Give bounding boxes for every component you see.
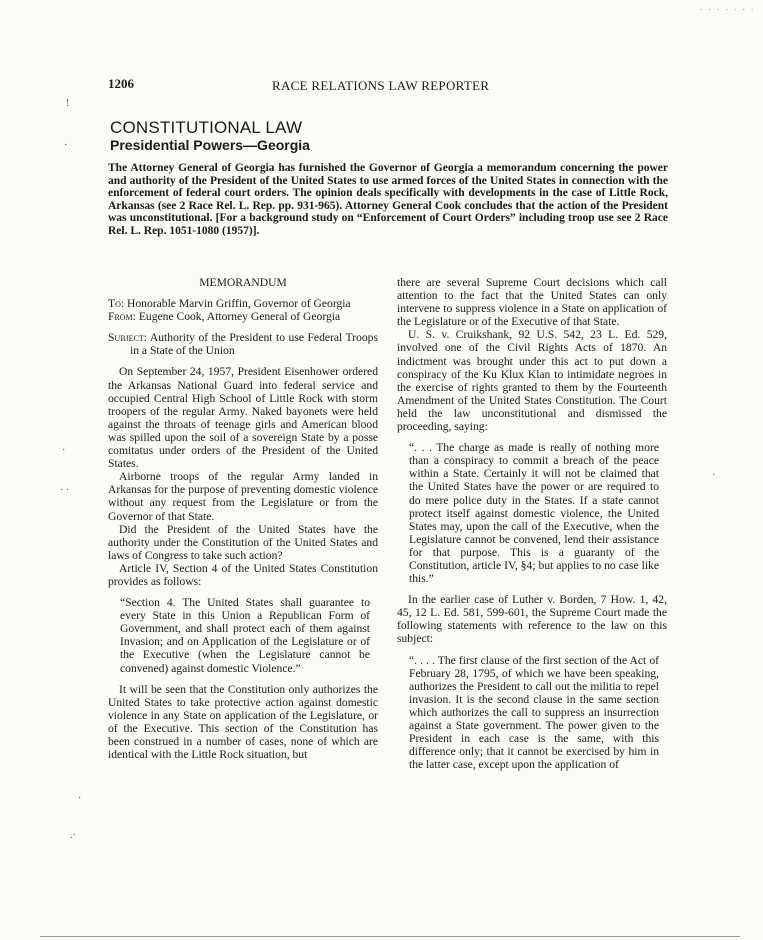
block-quote: “Section 4. The United States shall guarantee to every State in this Union a Republican Form of Government, and shall protect each of them against Invasion; and on Application of the Legislature or of the Executive (when the Legislature cannot be convened) against domestic Violence.” (120, 596, 370, 675)
page-number: 1206 (108, 76, 134, 91)
right-column (397, 276, 667, 771)
bottom-rule (40, 936, 740, 937)
memo-to-value: Honorable Marvin Griffin, Governor of Georgia (127, 297, 351, 311)
memo-subject-value: Authority of the President to use Federal Troops in a State of the Union (130, 331, 378, 358)
headnote: The Attorney General of Georgia has furnished the Governor of Georgia a memorandum concerning the power and authority of the President of the United States to use armed forces of the United States in connection with the enforcement of federal court orders. The opinion deals specifically with developments in the case of Little Rock, Arkansas (see 2 Race Rel. L. Rep. pp. 931-965). Attorney General Cook concludes that the action of the President was unconstitutional. [For a background study on “Enforcement of Court Orders” including troop use see 2 Race Rel. L. Rep. 1051-1080 (1957)]. (108, 162, 668, 237)
left-column (108, 276, 378, 761)
running-title: RACE RELATIONS LAW REPORTER (272, 78, 490, 93)
body-paragraph: U. S. v. Cruikshank, 92 U.S. 542, 23 L. Ed. 529, involved one of the Civil Rights Acts of 1870. An indictment was brought under this act to put down a conspiracy of the Ku Klux Klan to intimidate negroes in the exercise of rights granted to them by the Fourteenth Amendment of the United States Constitution. The Court held the law unconstitutional and dismissed the proceeding, saying: (397, 328, 667, 434)
body-paragraph: In the earlier case of Luther v. Borden, 7 How. 1, 42, 45, 12 L. Ed. 581, 599-601, the Supreme Court made the following statements with reference to the law on this subject: (397, 593, 667, 646)
body-paragraph: Did the President of the United States have the authority under the Constitution of the United States and laws of Congress to take such action? (108, 522, 378, 562)
memo-from (108, 310, 378, 323)
memo-heading: MEMORANDUM (199, 276, 287, 289)
section-subtitle: Presidential Powers—Georgia (110, 137, 310, 153)
memo-subject (108, 331, 378, 357)
memo-to-label: To: (108, 297, 125, 311)
body-paragraph: It will be seen that the Constitution only authorizes the United States to take protective action against domestic violence in any State on application of the Legislature, or of the Executive. This section of the Constitution has been construed in a number of cases, none of which are identical with the Little Rock situation, but (108, 682, 378, 762)
margin-mark: ! (66, 98, 70, 109)
scan-artifact: . . . . . . . (700, 2, 756, 12)
memo-to (108, 297, 378, 310)
margin-mark: · (712, 470, 716, 481)
memo-subject-label: Subject: (108, 331, 148, 345)
body-paragraph: Article IV, Section 4 of the United States Constitution provides as follows: (108, 561, 378, 588)
margin-mark: · · (60, 485, 70, 496)
margin-mark: · (64, 140, 68, 151)
margin-mark: · (78, 793, 82, 804)
body-paragraph: there are several Supreme Court decisions which call attention to the fact that the United States can only intervene to suppress violence in a State on application of the Legislature or of the Executive of that State. (397, 276, 667, 329)
section-title: CONSTITUTIONAL LAW (110, 118, 303, 137)
margin-mark: · (62, 445, 66, 456)
block-quote: “. . . The charge as made is really of nothing more than a conspiracy to commit a breach of the peace within a State. Certainly it will not be claimed that the United States have the power or are required to do mere police duty in the States. If a state cannot protect itself against domestic violence, the United States may, upon the call of the Executive, when the Legislature cannot be convened, lend their assistance for that purpose. This is a guaranty of the Constitution, article IV, §4; but applies to no case like this.” (409, 441, 659, 586)
body-paragraph: Airborne troops of the regular Army landed in Arkansas for the purpose of preventing domestic violence without any request from the Legislature or from the Governor of that State. (108, 470, 378, 523)
memo-from-label: From: (108, 310, 136, 324)
block-quote: “. . . . The first clause of the first section of the Act of February 28, 1795, of which we have been speaking, authorizes the President to call out the militia to repel invasion. It is the second clause in the same section which authorizes the call to suppress an insurrection against a State government. The power given to the President in each case is the same, with this difference only; that it cannot be exercised by him in the latter case, except upon the application of (409, 653, 659, 772)
margin-mark: .· (70, 830, 76, 841)
memo-from-value: Eugene Cook, Attorney General of Georgia (138, 310, 341, 324)
body-paragraph: On September 24, 1957, President Eisenhower ordered the Arkansas National Guard into federal service and occupied Central High School of Little Rock with storm troopers of the regular Army. Naked bayonets were held against the throats of teenage girls and American blood was spilled upon the soil of a sovereign State by a posse comitatus under orders of the President of the United States. (108, 365, 378, 471)
